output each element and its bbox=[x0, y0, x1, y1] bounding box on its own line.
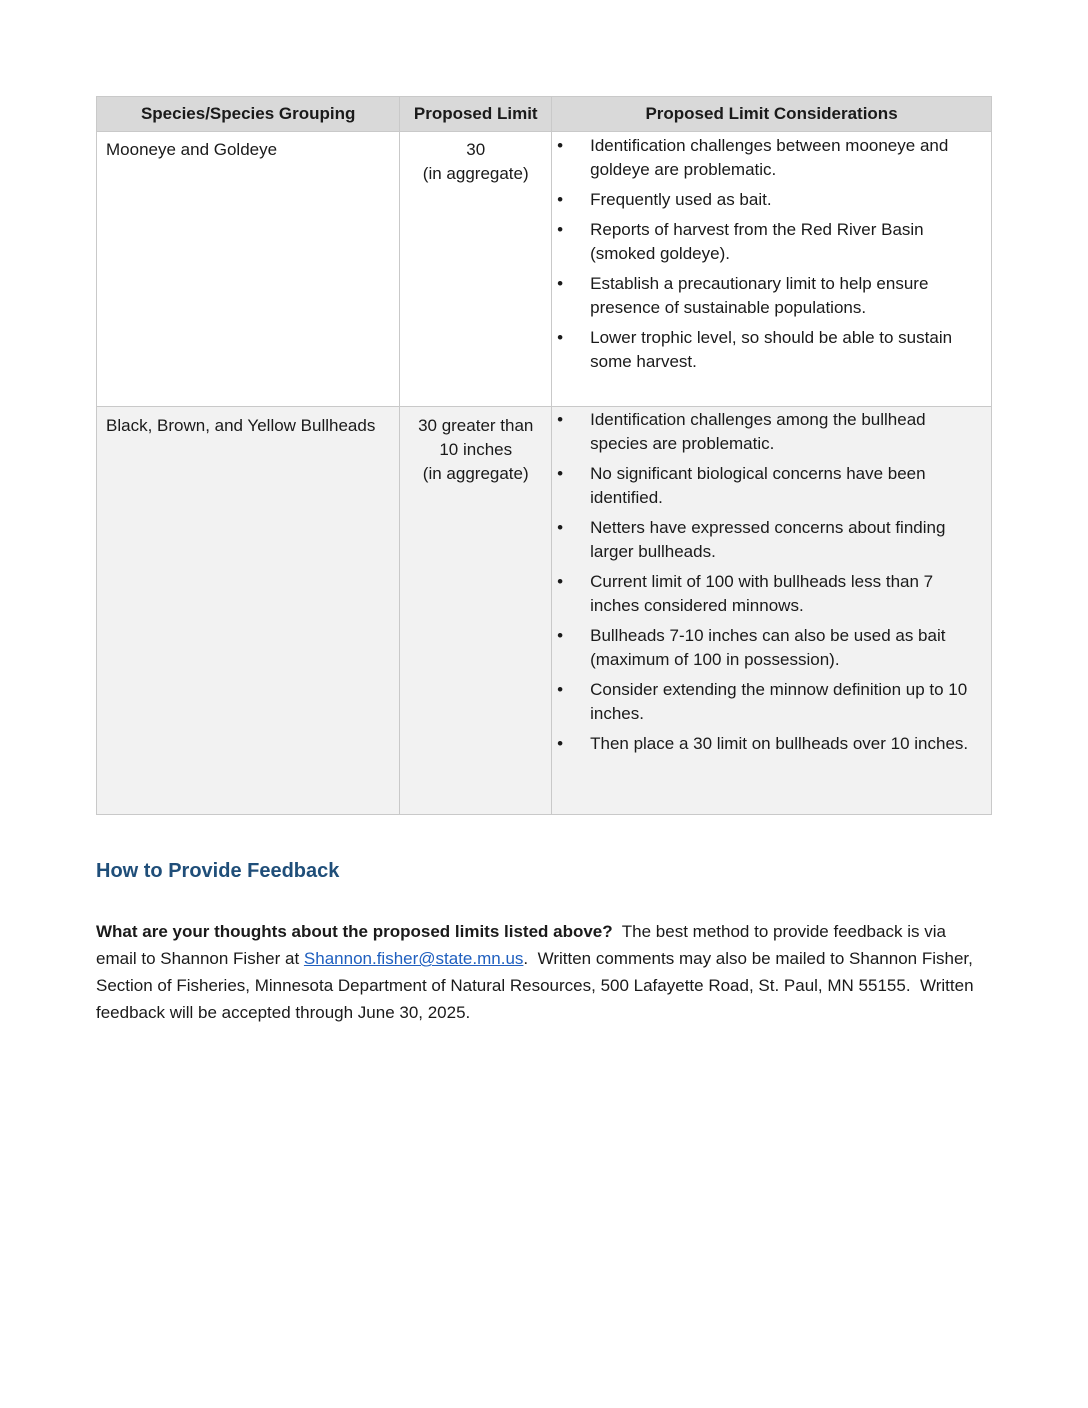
feedback-question: What are your thoughts about the proposed limits listed above? bbox=[96, 922, 613, 941]
table-header-row bbox=[97, 97, 992, 132]
table-row bbox=[97, 132, 992, 407]
list-item: • Netters have expressed concerns about finding larger bullheads. bbox=[552, 516, 981, 564]
list-item: • No significant biological concerns have been identified. bbox=[552, 462, 981, 510]
considerations-cell bbox=[552, 132, 992, 407]
limit-qualifier: (in aggregate) bbox=[422, 164, 529, 183]
considerations-cell bbox=[552, 407, 992, 815]
header-species: Species/Species Grouping bbox=[97, 97, 400, 132]
considerations-list bbox=[552, 134, 981, 374]
considerations-list bbox=[552, 408, 981, 756]
feedback-heading: How to Provide Feedback bbox=[96, 860, 340, 882]
proposed-limits-table bbox=[96, 96, 992, 815]
limit-cell bbox=[400, 407, 552, 815]
feedback-paragraph bbox=[96, 918, 981, 1026]
list-item: • Current limit of 100 with bullheads less than 7 inches considered minnows. bbox=[552, 570, 981, 618]
species-cell: Black, Brown, and Yellow Bullheads bbox=[97, 407, 400, 815]
limit-qualifier: (in aggregate) bbox=[422, 464, 529, 483]
list-item: • Bullheads 7-10 inches can also be used as bait (maximum of 100 in possession). bbox=[552, 624, 981, 672]
limit-cell bbox=[400, 132, 552, 407]
limit-value: 30 bbox=[466, 140, 486, 159]
list-item: • Consider extending the minnow definition up to 10 inches. bbox=[552, 678, 981, 726]
limit-value: 30 greater than 10 inches bbox=[418, 416, 534, 459]
list-item: • Identification challenges between mooneye and goldeye are problematic. bbox=[552, 134, 981, 182]
species-cell: Mooneye and Goldeye bbox=[97, 132, 400, 407]
list-item: • Reports of harvest from the Red River Basin (smoked goldeye). bbox=[552, 218, 981, 266]
feedback-text-after-link: . Written comments may also be mailed to Shannon Fisher, Section of Fisheries, Minnesota Department of Natural Resources, 500 Lafayette Road, St. Paul, MN 55155. Written feedback will be accepted through June 30, 2025. bbox=[96, 949, 979, 1022]
list-item: • Lower trophic level, so should be able to sustain some harvest. bbox=[552, 326, 981, 374]
list-item: • Then place a 30 limit on bullheads over 10 inches. bbox=[552, 732, 981, 756]
header-limit: Proposed Limit bbox=[400, 97, 552, 132]
list-item: • Establish a precautionary limit to help ensure presence of sustainable populations. bbox=[552, 272, 981, 320]
email-link[interactable]: Shannon.fisher@state.mn.us bbox=[303, 949, 524, 968]
list-item: • Identification challenges among the bullhead species are problematic. bbox=[552, 408, 981, 456]
list-item: • Frequently used as bait. bbox=[552, 188, 981, 212]
header-considerations: Proposed Limit Considerations bbox=[552, 97, 992, 132]
table-row bbox=[97, 407, 992, 815]
feedback-text-before-link: The best method to provide feedback is via email to Shannon Fisher at bbox=[96, 922, 951, 968]
